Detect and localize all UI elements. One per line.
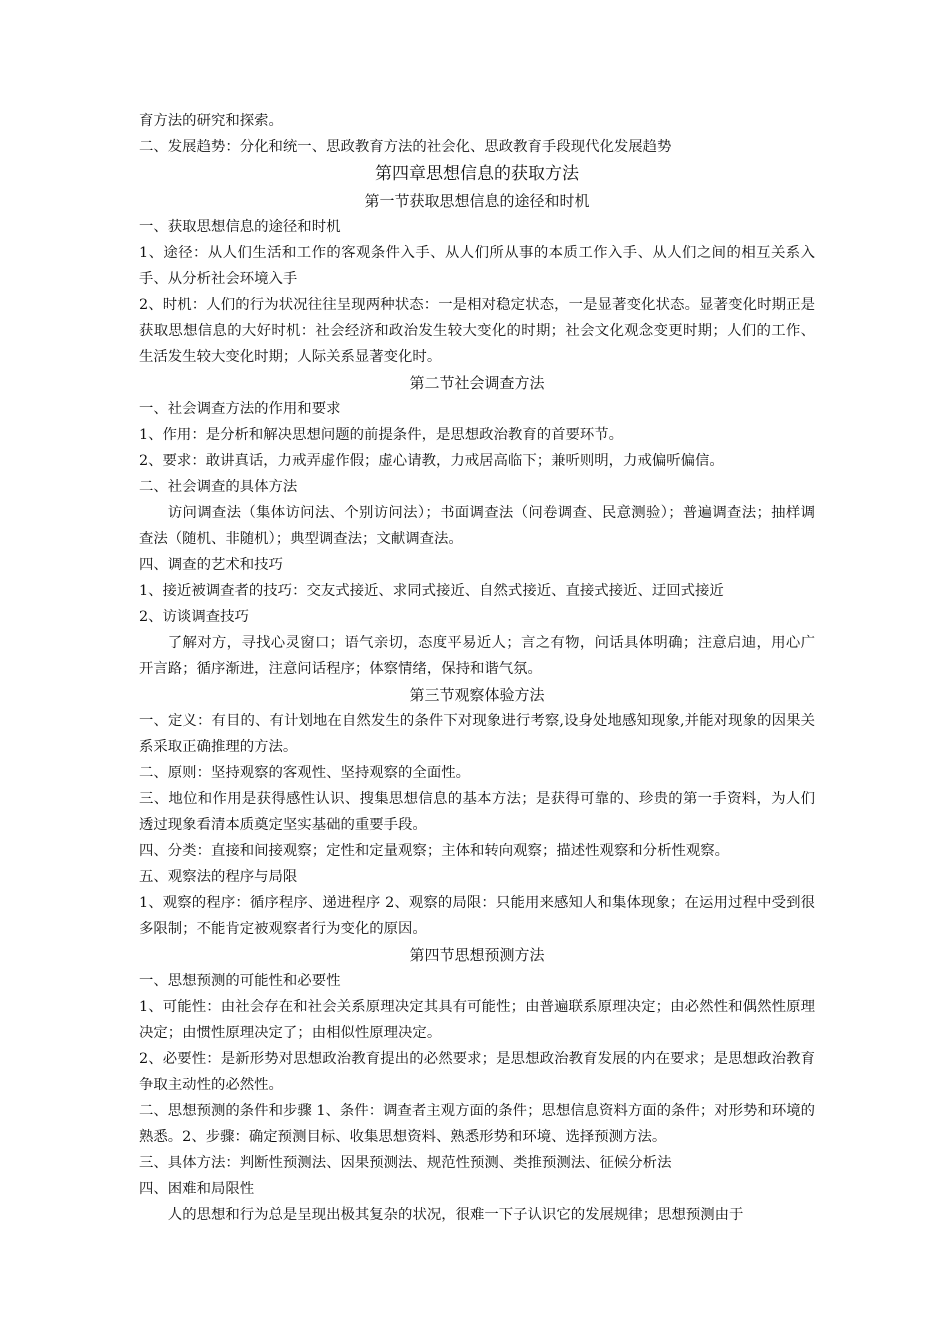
paragraph: 一、思想预测的可能性和必要性 (139, 973, 341, 989)
paragraph: 人的思想和行为总是呈现出极其复杂的状况，很难一下子认识它的发展规律；思想预测由于 (167, 1207, 744, 1223)
paragraph: 2、访谈调查技巧 (139, 609, 249, 625)
paragraph: 1、可能性：由社会存在和社会关系原理决定其具有可能性；由普遍联系原理决定；由必然性和偶然性原理决定；由惯性原理决定了；由相似性原理决定。 (139, 999, 815, 1041)
paragraph: 育方法的研究和探索。 (139, 113, 283, 129)
paragraph: 2、时机：人们的行为状况往往呈现两种状态：一是相对稳定状态，一是显著变化状态。显著变化时期正是获取思想信息的大好时机：社会经济和政治发生较大变化的时期；社会文化观念变更时期；人们的工作、生活发生较大变化时期；人际关系显著变化时。 (139, 297, 815, 365)
paragraph: 一、获取思想信息的途径和时机 (139, 219, 341, 235)
paragraph: 1、作用：是分析和解决思想问题的前提条件，是思想政治教育的首要环节。 (139, 427, 624, 443)
paragraph: 三、地位和作用是获得感性认识、搜集思想信息的基本方法；是获得可靠的、珍贵的第一手资料，为人们透过现象看清本质奠定坚实基础的重要手段。 (139, 791, 815, 833)
paragraph: 三、具体方法：判断性预测法、因果预测法、规范性预测、类推预测法、征候分析法 (139, 1155, 672, 1171)
paragraph: 了解对方，寻找心灵窗口；语气亲切，态度平易近人；言之有物，问话具体明确；注意启迪，用心广开言路；循序渐进，注意问话程序；体察情绪，保持和谐气氛。 (139, 635, 815, 677)
paragraph: 一、定义：有目的、有计划地在自然发生的条件下对现象进行考察,设身处地感知现象,并能对现象的因果关系采取正确推理的方法。 (139, 713, 815, 755)
paragraph: 访问调查法（集体访问法、个别访问法）；书面调查法（问卷调查、民意测验）；普遍调查法；抽样调查法（随机、非随机）；典型调查法；文献调查法。 (139, 505, 815, 547)
chapter-title: 第四章思想信息的获取方法 (375, 164, 579, 184)
paragraph: 2、要求：敢讲真话，力戒弄虚作假；虚心请教，力戒居高临下；兼听则明，力戒偏听偏信。 (139, 453, 724, 469)
section-title: 第四节思想预测方法 (409, 946, 545, 964)
paragraph: 1、观察的程序：循序程序、递进程序 2、观察的局限：只能用来感知人和集体现象；在运用过程中受到很多限制；不能肯定被观察者行为变化的原因。 (139, 895, 815, 937)
paragraph: 2、必要性：是新形势对思想政治教育提出的必然要求；是思想政治教育发展的内在要求；是思想政治教育争取主动性的必然性。 (139, 1051, 815, 1093)
paragraph: 四、困难和局限性 (139, 1181, 255, 1197)
section-title: 第三节观察体验方法 (409, 686, 545, 704)
section-title: 第二节社会调查方法 (409, 374, 545, 392)
section-title: 第一节获取思想信息的途径和时机 (364, 192, 590, 210)
paragraph: 四、分类：直接和间接观察；定性和定量观察；主体和转向观察；描述性观察和分析性观察。 (139, 843, 730, 859)
paragraph: 二、社会调查的具体方法 (139, 479, 298, 495)
paragraph: 1、途径：从人们生活和工作的客观条件入手、从人们所从事的本质工作入手、从人们之间的相互关系入手、从分析社会环境入手 (139, 245, 815, 287)
paragraph: 四、调查的艺术和技巧 (139, 557, 283, 573)
paragraph: 二、发展趋势：分化和统一、思政教育方法的社会化、思政教育手段现代化发展趋势 (139, 139, 672, 155)
paragraph: 二、原则：坚持观察的客观性、坚持观察的全面性。 (139, 765, 470, 781)
paragraph: 一、社会调查方法的作用和要求 (139, 401, 341, 417)
paragraph: 1、接近被调查者的技巧：交友式接近、求同式接近、自然式接近、直接式接近、迂回式接近 (139, 583, 724, 599)
document-page (139, 108, 815, 1228)
paragraph: 二、思想预测的条件和步骤 1、条件：调查者主观方面的条件；思想信息资料方面的条件；对形势和环境的熟悉。2、步骤：确定预测目标、收集思想资料、熟悉形势和环境、选择预测方法。 (139, 1103, 815, 1145)
paragraph: 五、观察法的程序与局限 (139, 869, 298, 885)
